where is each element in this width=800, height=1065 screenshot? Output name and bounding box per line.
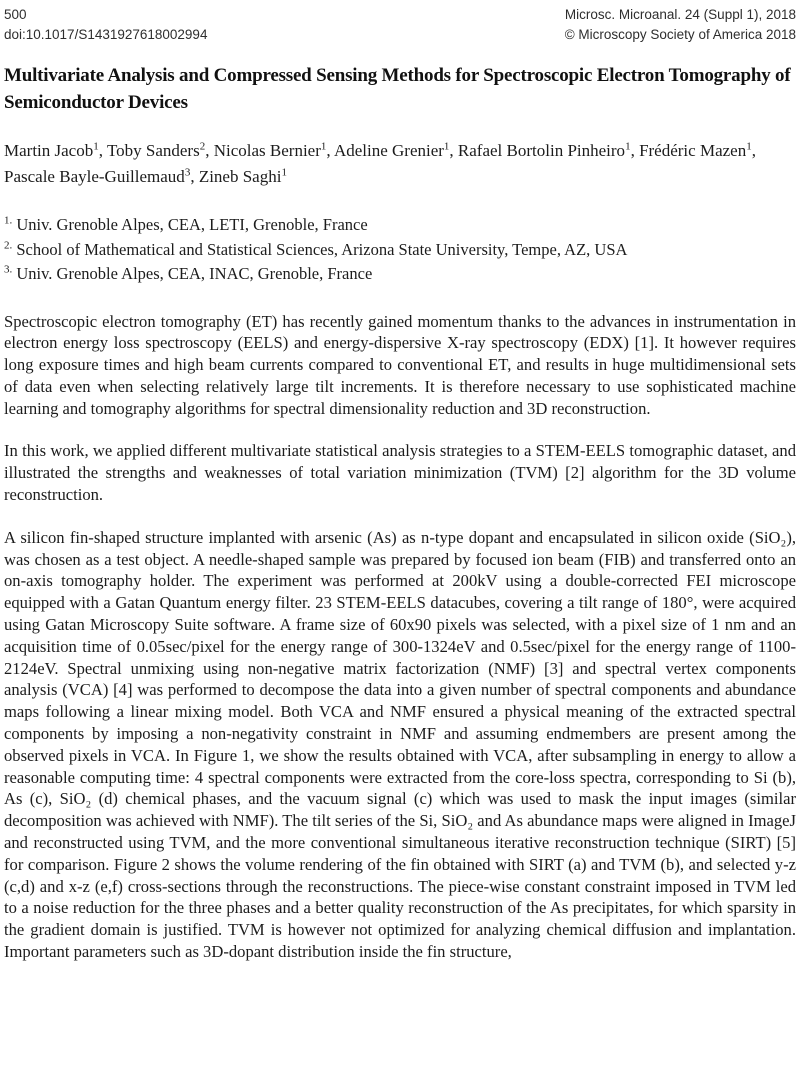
affiliation-text: School of Mathematical and Statistical Sciences, Arizona State University, Tempe, AZ, USA: [12, 239, 628, 259]
author-name: Rafael Bortolin Pinheiro: [457, 141, 626, 160]
author-affiliation-ref: 1: [625, 140, 631, 153]
author: Frédéric Mazen$^1$,: [639, 140, 756, 160]
author: Rafael Bortolin Pinheiro$^1$,: [457, 140, 640, 160]
page-number: 500: [4, 7, 27, 22]
affiliations-list: [4, 213, 796, 287]
author: Adeline Grenier$^1$,: [333, 140, 458, 160]
paper-title: Multivariate Analysis and Compressed Sensing Methods for Spectroscopic Electron Tomography of Semiconductor Devices: [4, 65, 791, 113]
author-name: Frédéric Mazen: [639, 141, 747, 160]
affiliation-text: Univ. Grenoble Alpes, CEA, INAC, Grenoble, France: [12, 264, 373, 283]
author: Nicolas Bernier$^1$,: [213, 140, 334, 160]
author-affiliation-ref: 1: [93, 140, 99, 153]
paragraph: Spectroscopic electron tomography (ET) has recently gained momentum thanks to the advances in instrumentation in electron energy loss spectroscopy (EELS) and energy-dispersive X-ray spectroscopy (EDX) [1]. It however requires long exposure times and high beam currents compared to conventional ET, and results in huge multidimensional sets of data even when selecting relatively large tilt increments. It is therefore necessary to use sophisticated machine learning and tomography algorithms for spectral dimensionality reduction and 3D reconstruction.: [4, 311, 796, 418]
affiliation-text: Univ. Grenoble Alpes, CEA, LETI, Grenoble, France: [12, 215, 368, 234]
doi: doi:10.1017/S1431927618002994: [4, 27, 208, 42]
author-name: Zineb Saghi: [198, 167, 282, 186]
author-affiliation-ref: 1: [320, 140, 327, 153]
author-affiliation-ref: 1: [281, 166, 287, 179]
affiliation-marker: 3.: [4, 263, 13, 276]
author: Toby Sanders$^2$,: [106, 140, 214, 160]
author-name: Nicolas Bernier: [213, 141, 321, 160]
authors-line: [4, 138, 796, 190]
author: Martin Jacob$^1$,: [4, 140, 107, 160]
affiliation: [4, 238, 796, 263]
affiliation: [4, 262, 796, 287]
copyright-notice: © Microscopy Society of America 2018: [564, 27, 796, 42]
author-affiliation-ref: 1: [443, 140, 450, 153]
author-affiliation-ref: 1: [746, 140, 752, 153]
author-name: Adeline Grenier: [333, 141, 444, 160]
paragraph: In this work, we applied different multivariate statistical analysis strategies to a STEM-EELS tomographic dataset, and illustrated the strengths and weaknesses of total variation minimization (TVM) [2] algorithm for the 3D volume reconstruction.: [4, 441, 796, 505]
affiliation-marker: 1.: [4, 214, 13, 227]
journal-ref: Microsc. Microanal. 24 (Suppl 1), 2018: [564, 7, 796, 22]
affiliation-marker: 2.: [4, 239, 13, 251]
author-name: Toby Sanders: [106, 141, 200, 160]
author-affiliation-ref: 2: [199, 140, 206, 153]
author-affiliation-ref: 3: [184, 166, 191, 179]
paragraph: A silicon fin-shaped structure implanted with arsenic (As) as n-type dopant and encapsulated in silicon oxide (SiO₂), was chosen as a test object. A needle-shaped sample was prepared by focused ion beam (FIB) and transferred onto an on-axis tomography holder. The experiment was performed at 200kV using a double-corrected FEI microscope equipped with a Gatan Quantum energy filter. 23 STEM-EELS datacubes, covering a tilt range of 180°, were acquired using Gatan Microscopy Suite software. A frame size of 60x90 pixels was selected, with a pixel size of 1 nm and an acquisition time of 0.05sec/pixel for the energy range of 300-1324eV and 0.5sec/pixel for the energy range of 1100-2124eV. Spectral unmixing using non-negative matrix factorization (NMF) [3] and spectral vertex components analysis (VCA) [4] was performed to decompose the data into a given number of spectral components and abundance maps following a linear mixing model. Both VCA and NMF ensured a physical meaning of the extracted spectral components by imposing a non-negativity constraint in NMF and assuming endmembers are present among the observed pixels in VCA. In Figure 1, we show the results obtained with VCA, after subsampling in energy to allow a reasonable computing time: 4 spectral components were extracted from the core-loss spectra, corresponding to Si (b), As (c), SiO₂ (d) chemical phases, and the vacuum signal (c) which was used to mask the input images (similar decomposition was achieved with NMF). The tilt series of the Si, SiO₂ and As abundance maps were aligned in ImageJ and reconstructed using TVM, and the more conventional simultaneous iterative reconstruction technique (SIRT) [5] for comparison. Figure 2 shows the volume rendering of the fin obtained with SIRT (a) and TVM (b), and selected y-z (c,d) and x-z (e,f) cross-sections through the reconstructions. The piece-wise constant constraint imposed in TVM led to a noise reduction for the three phases and a better quality reconstruction of the As precipitates, for which sparsity in the gradient domain is justified. TVM is however not optimized for analyzing chemical diffusion and implantation. Important parameters such as 3D-dopant distribution inside the fin structure,: [4, 527, 796, 962]
body-paragraphs: [4, 311, 796, 963]
page-header: [4, 5, 796, 45]
header-left: [4, 5, 207, 45]
author-name: Pascale Bayle-Guillemaud: [4, 167, 185, 186]
author-name: Martin Jacob: [4, 141, 94, 160]
author: [199, 167, 287, 186]
affiliation: [4, 213, 796, 238]
author: Pascale Bayle-Guillemaud$^3$,: [4, 166, 199, 186]
header-right: [565, 5, 796, 45]
